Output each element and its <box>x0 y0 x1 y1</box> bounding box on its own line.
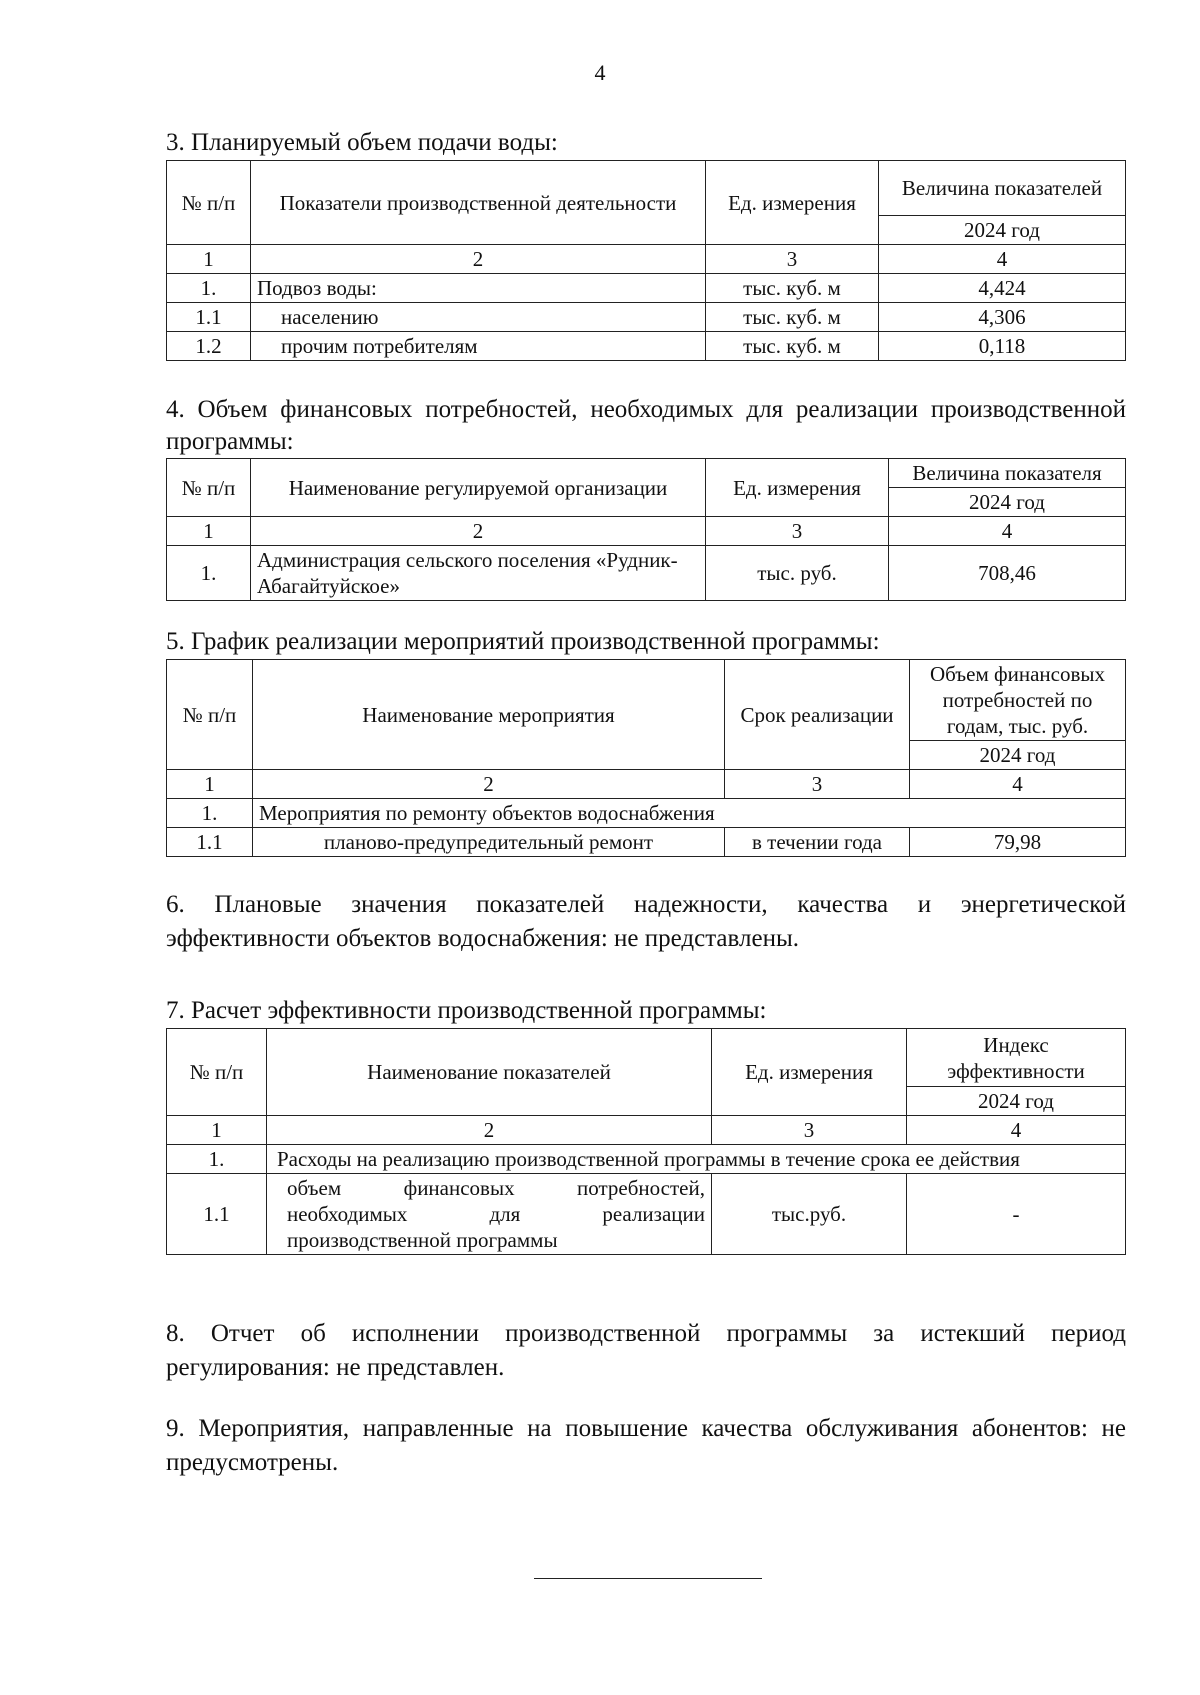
section-5-heading: 5. График реализации мероприятий производственной программы: <box>166 628 880 655</box>
header-value: Величина показателей <box>879 161 1126 216</box>
row-name: Подвоз воды: <box>251 274 706 303</box>
header-indicator: Показатели производственной деятельности <box>251 161 706 245</box>
section-4-heading: 4. Объем финансовых потребностей, необходимых для реализации производственной программы: <box>166 396 1126 455</box>
table-row <box>167 303 1126 332</box>
col-num: 4 <box>889 517 1126 546</box>
section-9: 9. Мероприятия, направленные на повышение качества обслуживания абонентов: не предусмотрены. <box>166 1415 1126 1476</box>
header-num: № п/п <box>167 660 253 770</box>
header-year: 2024 год <box>910 741 1126 770</box>
section-7 <box>166 996 1126 1255</box>
row-value: 4,424 <box>879 274 1126 303</box>
col-num: 1 <box>167 770 253 799</box>
section-6: 6. Плановые значения показателей надежности, качества и энергетической эффективности объектов водоснабжения: не представлены. <box>166 891 1126 952</box>
header-unit: Ед. измерения <box>706 161 879 245</box>
row-unit: тыс. куб. м <box>706 332 879 361</box>
section-5 <box>166 627 1126 857</box>
table-row <box>167 332 1126 361</box>
col-num: 1 <box>167 517 251 546</box>
row-term: в течении года <box>725 828 910 857</box>
column-number-row <box>167 770 1126 799</box>
section-7-heading: 7. Расчет эффективности производственной программы: <box>166 997 767 1024</box>
group-row <box>167 1145 1126 1174</box>
row-name: населению <box>251 303 706 332</box>
row-num: 1. <box>167 274 251 303</box>
row-unit: тыс. куб. м <box>706 274 879 303</box>
col-num: 3 <box>725 770 910 799</box>
header-indicators: Наименование показателей <box>267 1029 712 1116</box>
col-num: 1 <box>167 1116 267 1145</box>
row-value: - <box>907 1174 1126 1255</box>
group-name: Расходы на реализацию производственной программы в течение срока ее действия <box>267 1145 1126 1174</box>
col-num: 3 <box>706 517 889 546</box>
closing-separator-line <box>534 1578 762 1579</box>
col-num: 4 <box>879 245 1126 274</box>
col-num: 3 <box>706 245 879 274</box>
col-num: 2 <box>267 1116 712 1145</box>
col-num: 4 <box>910 770 1126 799</box>
row-activity: планово-предупредительный ремонт <box>253 828 725 857</box>
header-value: Величина показателя <box>889 459 1126 488</box>
row-num: 1. <box>167 546 251 601</box>
section-8: 8. Отчет об исполнении производственной программы за истекший период регулирования: не представлен. <box>166 1320 1126 1381</box>
row-unit: тыс. руб. <box>706 546 889 601</box>
row-name: прочим потребителям <box>251 332 706 361</box>
section-3-heading: 3. Планируемый объем подачи воды: <box>166 129 558 156</box>
water-supply-table <box>166 160 1126 361</box>
row-num: 1.1 <box>167 1174 267 1255</box>
header-num: № п/п <box>167 161 251 245</box>
header-activity: Наименование мероприятия <box>253 660 725 770</box>
header-year: 2024 год <box>907 1087 1126 1116</box>
header-year: 2024 год <box>879 216 1126 245</box>
column-number-row <box>167 245 1126 274</box>
row-num: 1.2 <box>167 332 251 361</box>
header-year: 2024 год <box>889 488 1126 517</box>
row-value: 79,98 <box>910 828 1126 857</box>
column-number-row <box>167 517 1126 546</box>
row-unit: тыс. куб. м <box>706 303 879 332</box>
col-num: 4 <box>907 1116 1126 1145</box>
row-organization: Администрация сельского поселения «Рудник-Абагайтуйское» <box>251 546 706 601</box>
group-row <box>167 799 1126 828</box>
row-num: 1.1 <box>167 828 253 857</box>
efficiency-table <box>166 1028 1126 1255</box>
col-num: 2 <box>251 517 706 546</box>
row-value: 708,46 <box>889 546 1126 601</box>
table-row <box>167 274 1126 303</box>
row-unit: тыс.руб. <box>712 1174 907 1255</box>
row-num: 1. <box>167 799 253 828</box>
header-value: Объем финансовых потребностей по годам, тыс. руб. <box>910 660 1126 741</box>
col-num: 2 <box>251 245 706 274</box>
col-num: 1 <box>167 245 251 274</box>
header-num: № п/п <box>167 1029 267 1116</box>
row-value: 4,306 <box>879 303 1126 332</box>
col-num: 2 <box>253 770 725 799</box>
section-4 <box>166 394 1126 601</box>
header-term: Срок реализации <box>725 660 910 770</box>
group-name: Мероприятия по ремонту объектов водоснабжения <box>253 799 1126 828</box>
row-value: 0,118 <box>879 332 1126 361</box>
header-value: Индекс эффективности <box>907 1029 1126 1087</box>
financial-needs-table <box>166 458 1126 601</box>
schedule-table <box>166 659 1126 857</box>
header-unit: Ед. измерения <box>706 459 889 517</box>
table-row <box>167 546 1126 601</box>
header-organization: Наименование регулируемой организации <box>251 459 706 517</box>
row-indicator: объем финансовых потребностей, необходимых для реализации производственной программы <box>267 1174 712 1255</box>
table-row <box>167 828 1126 857</box>
column-number-row <box>167 1116 1126 1145</box>
row-num: 1. <box>167 1145 267 1174</box>
header-num: № п/п <box>167 459 251 517</box>
table-row <box>167 1174 1126 1255</box>
section-3 <box>166 128 1126 361</box>
header-unit: Ед. измерения <box>712 1029 907 1116</box>
col-num: 3 <box>712 1116 907 1145</box>
page-number: 4 <box>594 60 606 85</box>
row-num: 1.1 <box>167 303 251 332</box>
